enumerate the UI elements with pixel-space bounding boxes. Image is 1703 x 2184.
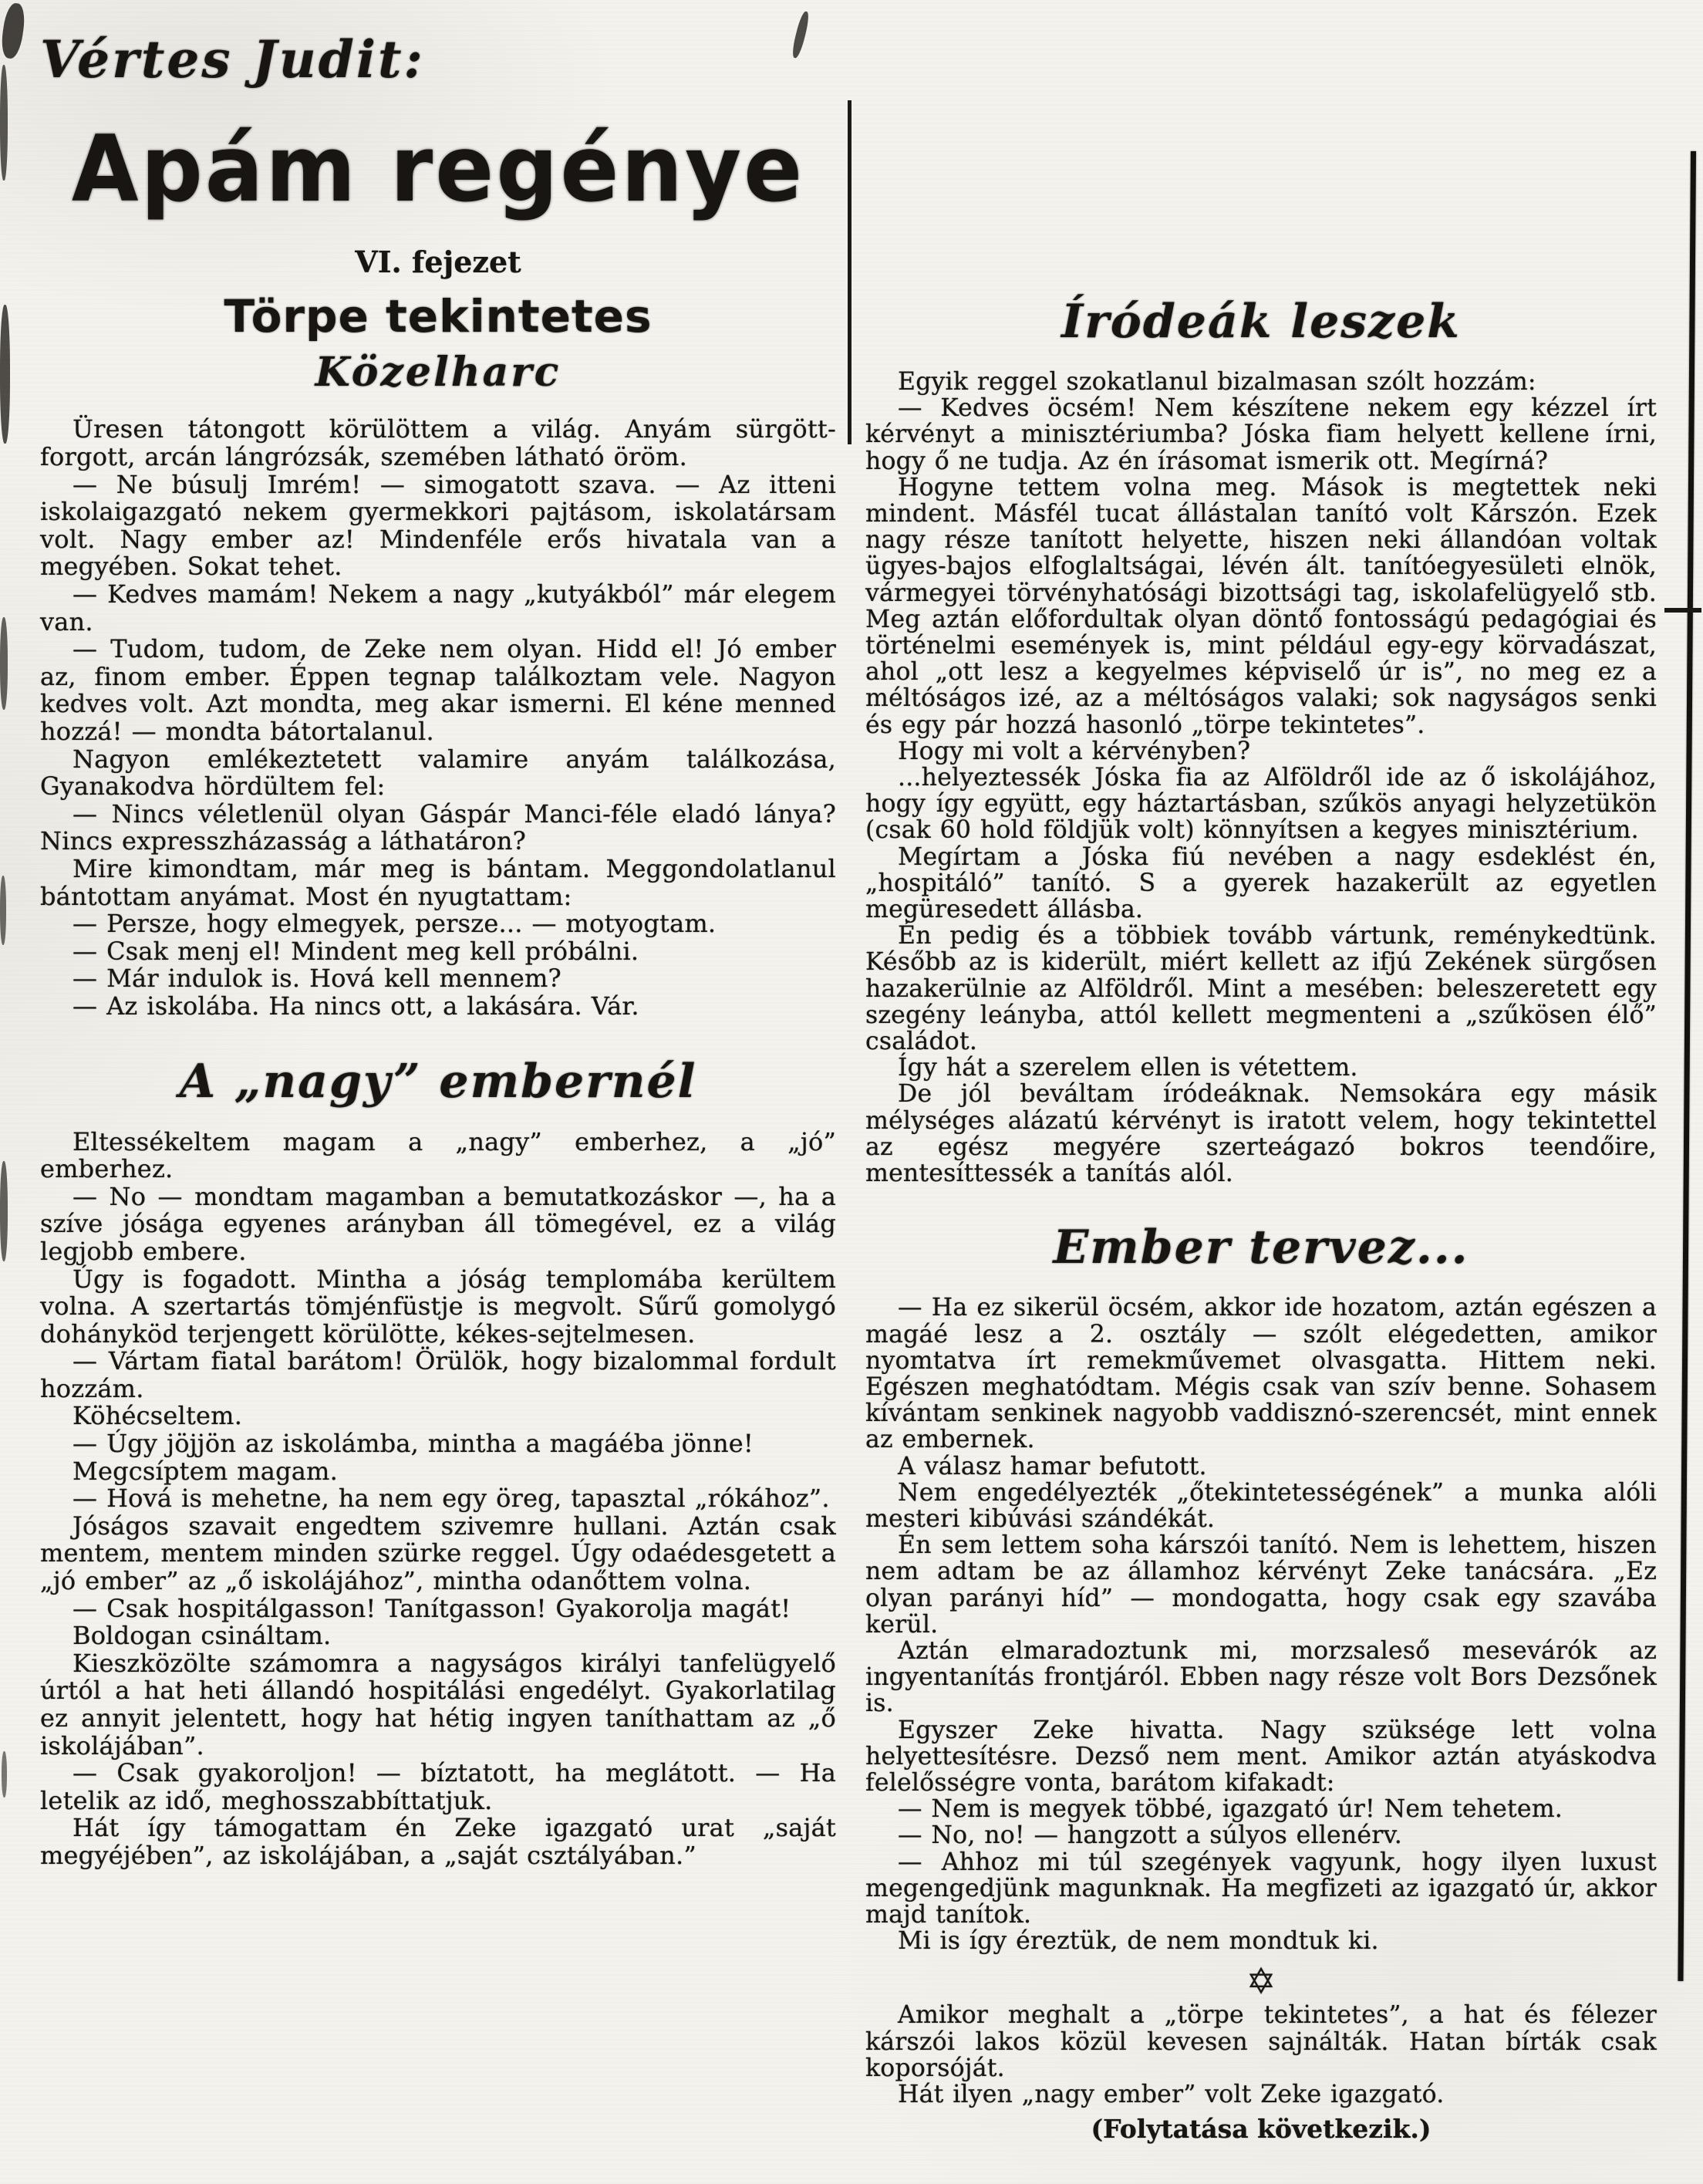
paragraph: Így hát a szerelem ellen is vétettem. bbox=[898, 1054, 1358, 1082]
paragraph: Jóságos szavait engedtem szivemre hullani. Aztán csak mentem, mentem minden szürke reggel. Úgy odaédesgetett a „jó ember” az „ő iskolájához”, mintha odanőttem volna. bbox=[40, 1511, 836, 1596]
paragraph: — Az iskolába. Ha nincs ott, a lakására. Vár. bbox=[73, 991, 639, 1021]
paragraph-group-after-star bbox=[865, 2002, 1657, 2108]
paragraph: — Vártam fiatal barátom! Örülök, hogy bizalommal fordult hozzám. bbox=[40, 1346, 836, 1403]
paragraph: Kieszközölte számomra a nagyságos királyi tanfelügyelő úrtól a hat heti állandó hospitálási engedélyt. Gyakorlatilag ez annyit jelentett, hogy hat hétig ingyen taníthattam az „ő iskolájában”. bbox=[40, 1648, 836, 1760]
paragraph: Hát így támogattam én Zeke igazgató urat „saját megyéjében”, az iskolájában, a „saját csztályában.” bbox=[40, 1813, 836, 1870]
paragraph: — No, no! — hangzott a súlyos ellenérv. bbox=[898, 1821, 1402, 1850]
paragraph: A válasz hamar befutott. bbox=[898, 1452, 1207, 1480]
paragraph: Hogy mi volt a kérvényben? bbox=[898, 737, 1251, 765]
article-title: Apám regénye bbox=[71, 116, 805, 223]
ink-smudge bbox=[0, 876, 6, 945]
paragraph: — Tudom, tudom, de Zeke nem olyan. Hidd el! Jó ember az, finom ember. Éppen tegnap találkoztam vele. Nagyon kedves volt. Azt mondta, meg akar ismerni. El kéne menned hozzá! — mondta bátortalanul. bbox=[40, 634, 836, 747]
page-edge-rule bbox=[1678, 151, 1696, 1981]
ink-smudge bbox=[0, 65, 8, 181]
paragraph: — Ha ez sikerül öcsém, akkor ide hozatom, aztán egészen a magáé lesz a 2. osztály — szólt elégedetten, amikor nyomtatva írt remekművemet olvasgatta. Hittem neki. Egészen meghatódtam. Mégis csak van szív benne. Sohasem kívántam senkinek nagyobb vaddisznó-szerencsét, mint ennek az embernek. bbox=[865, 1294, 1657, 1454]
star-divider-icon: ✡ bbox=[1246, 1960, 1276, 2003]
paragraph: — Nincs véletlenül olyan Gáspár Manci-féle eladó lánya? Nincs expresszházasság a láthatáron? bbox=[40, 798, 836, 856]
paragraph: Úgy is fogadott. Mintha a jóság templomába kerültem volna. A szertartás tömjénfüstje is megvolt. Sűrű gomolygó dohányköd terjengett körülötte, kékes-sejtelmesen. bbox=[40, 1264, 836, 1349]
paragraph: ...helyeztessék Jóska fia az Alföldről ide az ő iskolájához, hogy így együtt, egy háztartásban, szűkös anyagi helyzetükön (csak 60 hold földjük volt) könnyítsen a kegyes minisztérium. bbox=[865, 764, 1657, 845]
paragraph: — Persze, hogy elmegyek, persze... — motyogtam. bbox=[73, 909, 717, 939]
paragraph: — Nem is megyek többé, igazgató úr! Nem tehetem. bbox=[898, 1795, 1563, 1824]
paragraph: Hogyne tettem volna meg. Mások is megtettek neki mindent. Másfél tucat állástalan tanító volt Kárszón. Ezek nagy része tanított helyette, hiszen neki állandóan voltak ügyes-bajos elfoglaltságai, lévén ált. tanítóegyesületi elnök, vármegyei törvényhatósági bizottsági tag, iskolafelügyelő stb. Meg aztán előfordultak olyan döntő fontosságú pedagógiai és történelmi események is, mint például egy-egy körvadászat, ahol „ott lesz a kegyelmes képviselő úr is”, no meg ez a méltóságos izé, az a méltóságos valaki; sok nagyságos senki és egy pár hozzá hasonló „törpe tekintetes”. bbox=[865, 473, 1657, 739]
paragraph: — Kedves mamám! Nekem a nagy „kutyákból” már elegem van. bbox=[40, 579, 836, 636]
paragraph: Hát ilyen „nagy ember” volt Zeke igazgató. bbox=[898, 2080, 1445, 2108]
paragraph-group-irodeak bbox=[865, 369, 1657, 1187]
paragraph: Boldogan csináltam. bbox=[73, 1621, 332, 1651]
paragraph: Megcsíptem magam. bbox=[73, 1456, 338, 1486]
right-column bbox=[865, 295, 1657, 2144]
paragraph: — Csak hospitálgasson! Tanítgasson! Gyakorolja magát! bbox=[73, 1593, 791, 1623]
chapter-label: VI. fejezet bbox=[355, 245, 521, 280]
ink-smudge bbox=[0, 2, 27, 60]
paragraph: Nem engedélyezték „őtekintetességének” a munka alóli mesteri kibúvási szándékát. bbox=[865, 1478, 1657, 1533]
paragraph: Mire kimondtam, már meg is bántam. Meggondolatlanul bántottam anyámat. Most én nyugtattam: bbox=[40, 853, 836, 911]
byline: Vértes Judit: bbox=[40, 29, 425, 89]
ink-smudge bbox=[0, 617, 8, 710]
heading-a-nagy-embernel: A „nagy” embernél bbox=[179, 1054, 697, 1109]
paragraph: Aztán elmaradoztunk mi, morzsaleső mesevárók az ingyentanítás frontjáról. Ebben nagy része volt Bors Dezsőnek is. bbox=[865, 1636, 1657, 1718]
paragraph: Nagyon emlékeztetett valamire anyám találkozása, Gyanakodva hördültem fel: bbox=[40, 744, 836, 802]
paragraph: Üresen tátongott körülöttem a világ. Anyám sürgött-forgott, arcán lángrózsák, szemében látható öröm. bbox=[40, 414, 836, 472]
paragraph: Egyik reggel szokatlanul bizalmasan szólt hozzám: bbox=[898, 368, 1536, 396]
heading-irodeak-leszek: Íródeák leszek bbox=[1061, 295, 1461, 349]
subsection-title: Közelharc bbox=[315, 349, 561, 397]
heading-ember-tervez: Ember tervez... bbox=[1053, 1220, 1469, 1275]
paragraph: — Már indulok is. Hová kell mennem? bbox=[73, 964, 561, 994]
paragraph-group-nagy-embernel bbox=[40, 1126, 836, 1870]
paragraph: Amikor meghalt a „törpe tekintetes”, a hat és félezer kárszói lakos közül kevesen sajnálták. Hatan bírták csak koporsóját. bbox=[865, 2001, 1657, 2082]
paragraph: — Kedves öcsém! Nem készítene nekem egy kézzel írt kérvényt a minisztériumba? Jóska fiam helyett kellene írni, hogy ő ne tudja. Az én írásomat ismerik ott. Megírná? bbox=[865, 394, 1657, 475]
paragraph: — Ne búsulj Imrém! — simogatott szava. — Az itteni iskolaigazgató nekem gyermekkori pajtásom, iskolatársam volt. Nagy ember az! Mindenféle erős hivatala van a megyében. Sokat tehet. bbox=[40, 469, 836, 582]
rule-tick-mark bbox=[1664, 608, 1701, 613]
paragraph: — Csak gyakoroljon! — bíztatott, ha meglátott. — Ha letelik az idő, meghosszabbíttatjuk. bbox=[40, 1758, 836, 1815]
paragraph: — Úgy jöjjön az iskolámba, mintha a magáéba jönne! bbox=[73, 1429, 754, 1459]
ink-smudge bbox=[0, 305, 10, 444]
continuation-note: (Folytatása következik.) bbox=[1091, 2114, 1432, 2145]
paragraph: Én sem lettem soha kárszói tanító. Nem is lehettem, hiszen nem adtam be az államhoz kérvényt Zeke tanácsára. „Ez olyan parányi híd” — mondogatta, hogy csak egy szavába kerül. bbox=[865, 1531, 1657, 1639]
paragraph-group-kozelharc bbox=[40, 416, 836, 1020]
paragraph: — Hová is mehetne, ha nem egy öreg, tapasztal „rókához”. bbox=[73, 1484, 830, 1514]
paragraph: — No — mondtam magamban a bemutatkozáskor —, ha a szíve jósága egyenes arányban áll tömegével, ez a világ legjobb embere. bbox=[40, 1181, 836, 1266]
paragraph: De jól beváltam íródeáknak. Nemsokára egy másik mélységes alázatú kérvényt is iratott velem, hogy tekintettel az egész megyére szerteágazó bokros teendőire, mentesíttessék a tanítás alól. bbox=[865, 1080, 1657, 1188]
column-divider-rule bbox=[848, 100, 852, 444]
left-column bbox=[40, 31, 836, 1870]
ink-smudge bbox=[0, 1161, 8, 1261]
section-title: Törpe tekintetes bbox=[224, 290, 653, 343]
paragraph: Egyszer Zeke hivatta. Nagy szüksége lett volna helyettesítésre. Dezső nem ment. Amikor aztán atyáskodva felelősségre vonta, barátom kifakadt: bbox=[865, 1716, 1657, 1797]
paragraph: Megírtam a Jóska fiú nevében a nagy esdeklést én, „hospitáló” tanító. S a gyerek hazakerült az egyetlen megüresedett állásba. bbox=[865, 842, 1657, 924]
paragraph: Mi is így éreztük, de nem mondtuk ki. bbox=[898, 1927, 1379, 1956]
paragraph-group-ember-tervez bbox=[865, 1295, 1657, 1954]
paragraph: Köhécseltem. bbox=[73, 1401, 243, 1431]
paragraph: — Ahhoz mi túl szegények vagyunk, hogy ilyen luxust megengedjünk magunknak. Ha megfizeti az igazgató úr, akkor majd tanítok. bbox=[865, 1848, 1657, 1929]
paragraph: Eltessékeltem magam a „nagy” emberhez, a „jó” emberhez. bbox=[40, 1126, 836, 1184]
paragraph: Én pedig és a többiek tovább vártunk, reménykedtünk. Később az is kiderült, miért kellett az ifjú Zekének sürgősen hazakerülnie az Alföldről. Mint a mesében: beleszeretett egy szegény leányba, attól kellett megmenteni a „szűkösen élő” családot. bbox=[865, 922, 1657, 1056]
paragraph: — Csak menj el! Mindent meg kell próbálni. bbox=[73, 936, 639, 966]
ink-smudge bbox=[2, 1751, 7, 1797]
